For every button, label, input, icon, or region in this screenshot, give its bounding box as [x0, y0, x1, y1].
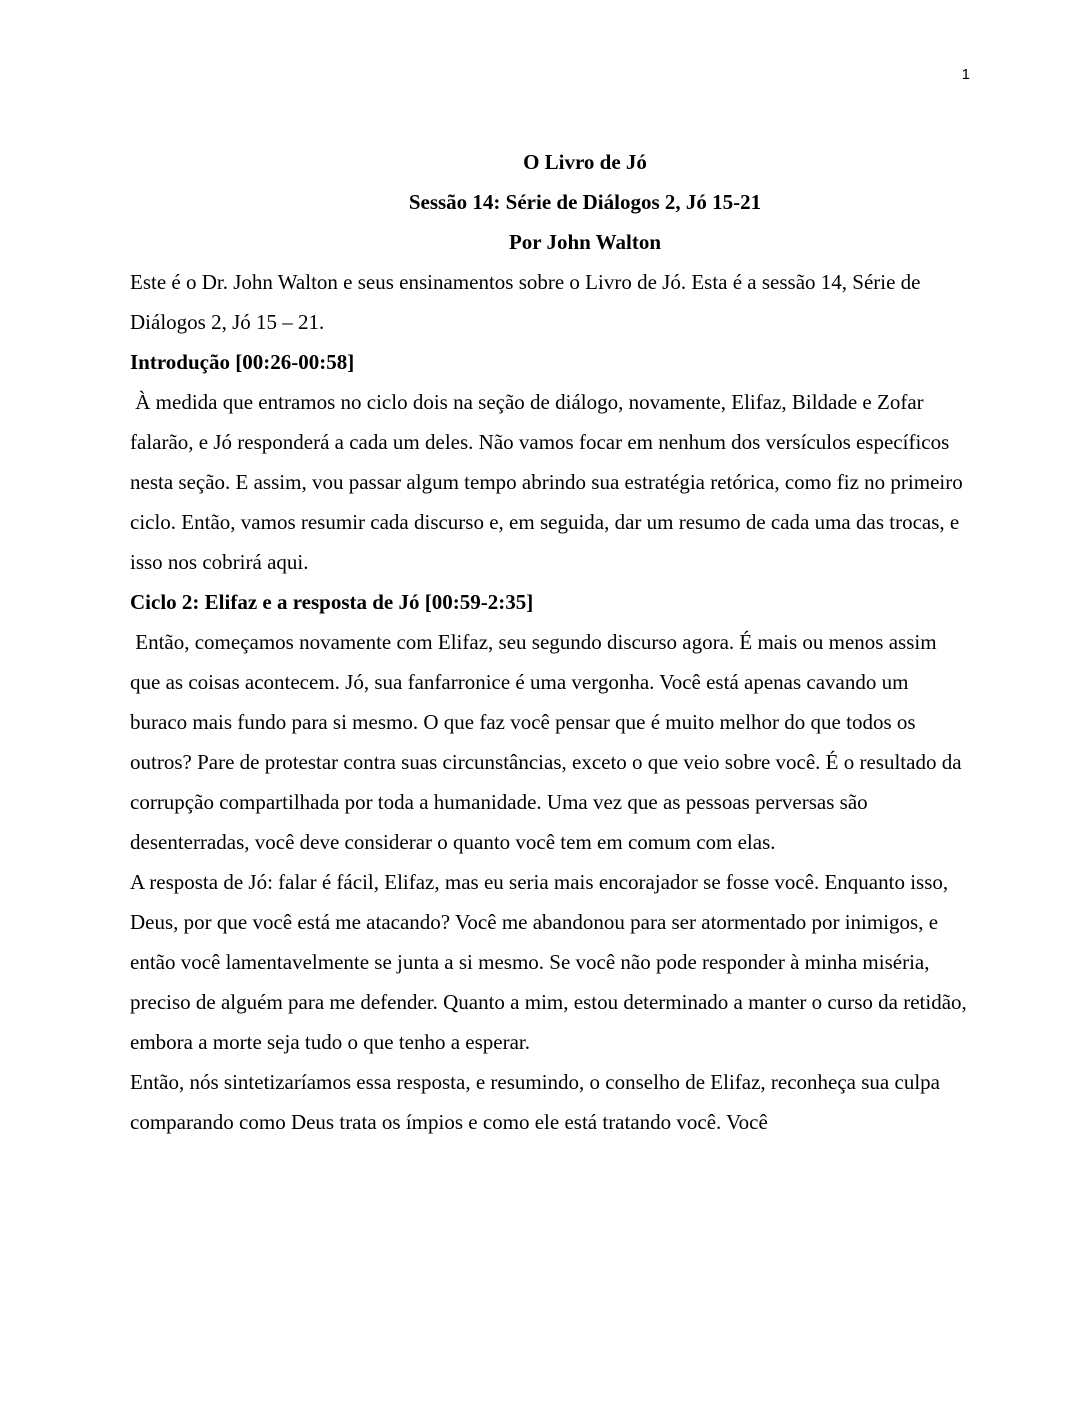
page-number: 1 [961, 66, 970, 83]
author-line: Por John Walton [508, 230, 662, 254]
section-heading-introduction: Introdução [00:26-00:58] [130, 350, 355, 374]
section-heading-cycle-2: Ciclo 2: Elifaz e a resposta de Jó [00:59-2:35] [130, 590, 534, 614]
paragraph: A resposta de Jó: falar é fácil, Elifaz, mas eu seria mais encorajador se fosse você. Enquanto isso, Deus, por que você está me atacando? Você me abandonou para ser atormentado por inimigos, e então você lamentavelmente se junta a si mesmo. Se você não pode responder à minha miséria, preciso de alguém para me defender. Quanto a mim, estou determinado a manter o curso da retidão, embora a morte seja tudo o que tenho a esperar. [130, 870, 967, 1054]
intro-paragraph: Este é o Dr. John Walton e seus ensinamentos sobre o Livro de Jó. Esta é a sessão 14, Série de Diálogos 2, Jó 15 – 21. [130, 270, 921, 334]
paragraph: À medida que entramos no ciclo dois na seção de diálogo, novamente, Elifaz, Bildade e Zofar falarão, e Jó responderá a cada um deles. Não vamos focar em nenhum dos versículos específicos nesta seção. E assim, vou passar algum tempo abrindo sua estratégia retórica, como fiz no primeiro ciclo. Então, vamos resumir cada discurso e, em seguida, dar um resumo de cada uma das trocas, e isso nos cobrirá aqui. [130, 390, 968, 574]
paragraph: Então, nós sintetizaríamos essa resposta, e resumindo, o conselho de Elifaz, reconheça sua culpa comparando como Deus trata os ímpios e como ele está tratando você. Você [130, 1070, 940, 1134]
document-title: O Livro de Jó [523, 150, 647, 174]
paragraph: Então, começamos novamente com Elifaz, seu segundo discurso agora. É mais ou menos assim que as coisas acontecem. Jó, sua fanfarronice é uma vergonha. Você está apenas cavando um buraco mais fundo para si mesmo. O que faz você pensar que é muito melhor do que todos os outros? Pare de protestar contra suas circunstâncias, exceto o que veio sobre você. É o resultado da corrupção compartilhada por toda a humanidade. Uma vez que as pessoas perversas são desenterradas, você deve considerar o quanto você tem em comum com elas. [130, 630, 967, 854]
document-body [130, 142, 970, 1142]
session-title: Sessão 14: Série de Diálogos 2, Jó 15-21 [408, 190, 762, 214]
